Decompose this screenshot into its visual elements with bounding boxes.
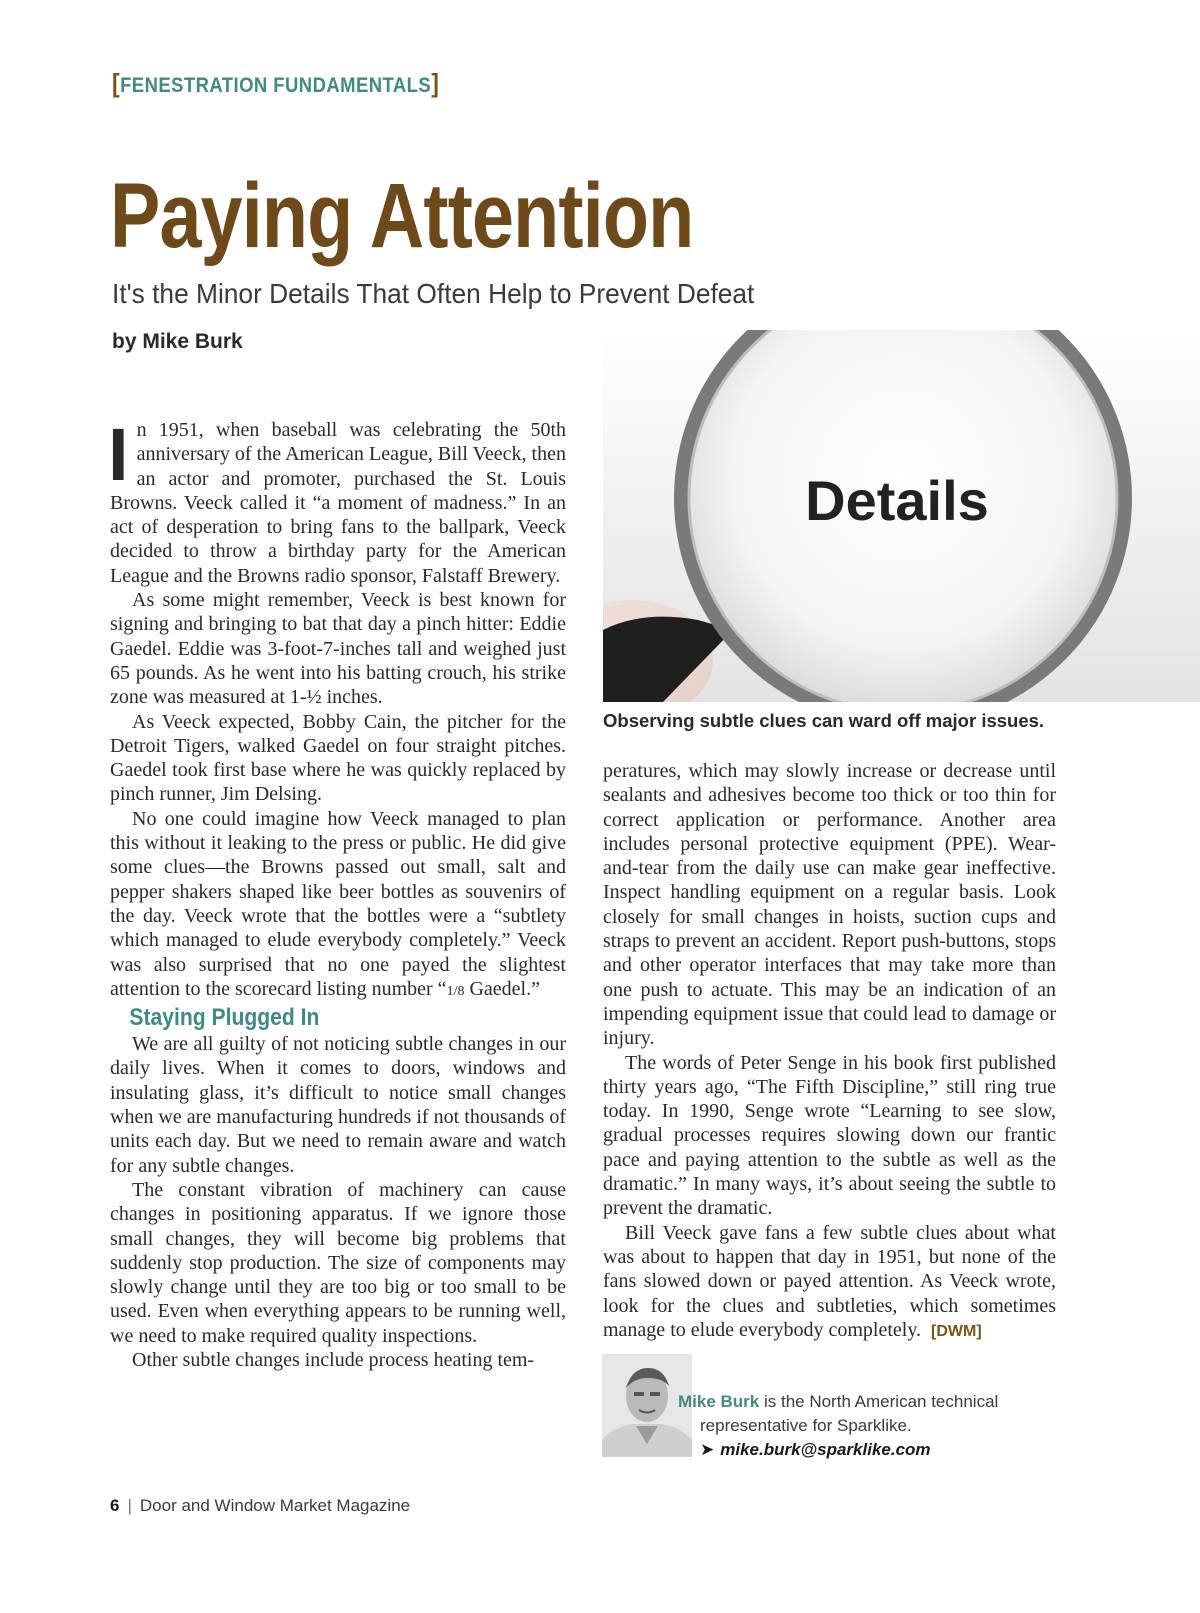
paragraph-text: Bill Veeck gave fans a few subtle clues about what was about to happen that day in 1951, but none of the fans slowed down or payed attention. As Veeck wrote, look for the clues and subtleties, which sometimes manage to elude everybody completely.: [603, 1221, 1056, 1341]
paragraph: We are all guilty of not noticing subtle changes in our daily lives. When it comes to doors, windows and insulating glass, it’s difficult to notice small changes when we are manufacturing hundreds if not thousands of units each day. But we need to remain aware and watch for any subtle changes.: [110, 1033, 566, 1177]
page-number: 6: [110, 1496, 120, 1515]
fraction: 1/8: [446, 983, 465, 999]
arrow-icon: ➤: [700, 1440, 715, 1459]
author-name: Mike Burk: [678, 1392, 760, 1411]
drop-cap: I: [108, 413, 129, 496]
footer-separator: |: [127, 1496, 132, 1515]
publication-name: Door and Window Market Magazine: [139, 1496, 411, 1515]
end-tag: [DWM]: [931, 1322, 982, 1340]
paragraph-text: No one could imagine how Veeck managed to plan this without it leaking to the press or public. He did give some clues—the Browns passed out small, salt and pepper shakers shaped like beer bottles as souvenirs of the day. Veeck wrote that the bottles were a “subtlety which managed to elude everybody completely.” Veeck was also surprised that no one payed the slightest attention to the scorecard listing number “: [110, 807, 566, 1000]
magnifier-photo: [603, 330, 1200, 702]
paragraph-text: Gaedel.”: [464, 977, 540, 1000]
bio-text: representative for Sparklike.: [700, 1416, 912, 1435]
page-footer: [110, 1496, 410, 1516]
article-column-right: [603, 759, 1056, 1344]
section-kicker: [112, 68, 439, 99]
bio-text: is the North American technical: [759, 1392, 999, 1411]
kicker-bracket-close: ]: [431, 68, 440, 98]
section-heading: Staying Plugged In: [129, 1004, 320, 1032]
paragraph: The constant vibration of machinery can cause changes in positioning apparatus. If we ignore those small changes, they will become big problems that suddenly stop production. The size of components may slowly change until they are too big or too small to be used. Even when everything appears to be running well, we need to make required quality inspections.: [110, 1178, 566, 1347]
paragraph: Other subtle changes include process heating tem-: [132, 1348, 535, 1371]
paragraph-text: n 1951, when baseball was celebrating the 50th anniversary of the American League, Bill Veeck, then an actor and promoter, purchased the St. Louis Browns. Veeck called it “a moment of madness.” In an act of desperation to bring fans to the ballpark, Veeck decided to throw a birthday party for the American League and the Browns radio sponsor, Falstaff Brewery.: [110, 419, 566, 587]
author-bio: [678, 1390, 1058, 1462]
article-subtitle: It's the Minor Details That Often Help to Prevent Defeat: [112, 278, 755, 309]
kicker-bracket-open: [: [112, 68, 121, 98]
paragraph: [108, 413, 566, 588]
kicker-label: FENESTRATION FUNDAMENTALS: [120, 74, 432, 97]
paragraph: [110, 807, 566, 1004]
magnifying-glass-icon: [603, 330, 1200, 702]
paragraph: [603, 1221, 1056, 1344]
author-email-link[interactable]: mike.burk@sparklike.com: [720, 1440, 931, 1459]
magnifier-text: Details: [805, 469, 989, 532]
paragraph: As Veeck expected, Bobby Cain, the pitcher for the Detroit Tigers, walked Gaedel on four straight pitches. Gaedel took first base where he was quickly replaced by pinch runner, Jim Delsing.: [110, 710, 566, 806]
paragraph: As some might remember, Veeck is best known for signing and bringing to bat that day a pinch hitter: Eddie Gaedel. Eddie was 3-foot-7-inches tall and weighed just 65 pounds. As he went into his batting crouch, his strike zone was measured at 1-½ inches.: [110, 589, 566, 709]
article-title: Paying Attention: [110, 165, 694, 267]
article-column-left: [108, 413, 566, 1372]
paragraph: The words of Peter Senge in his book first published thirty years ago, “The Fifth Discipline,” still ring true today. In 1990, Senge wrote “Learning to see slow, gradual processes requires slowing down our frantic pace and paying attention to the subtle as well as the dramatic.” In many ways, it’s about seeing the subtle to prevent the dramatic.: [603, 1051, 1056, 1220]
byline: by Mike Burk: [112, 330, 243, 353]
photo-caption: Observing subtle clues can ward off major issues.: [603, 710, 1045, 731]
paragraph: peratures, which may slowly increase or decrease until sealants and adhesives become too thick or too thin for correct application or performance. Another area includes personal protective equipment (PPE). Wear-and-tear from the daily use can make gear ineffective. Inspect handling equipment on a regular basis. Look closely for small changes in hoists, suction cups and straps to prevent an accident. Report push-buttons, stops and other operator interfaces that may take more than one push to actuate. This may be an indication of an impending equipment issue that could lead to damage or injury.: [603, 760, 1056, 1050]
